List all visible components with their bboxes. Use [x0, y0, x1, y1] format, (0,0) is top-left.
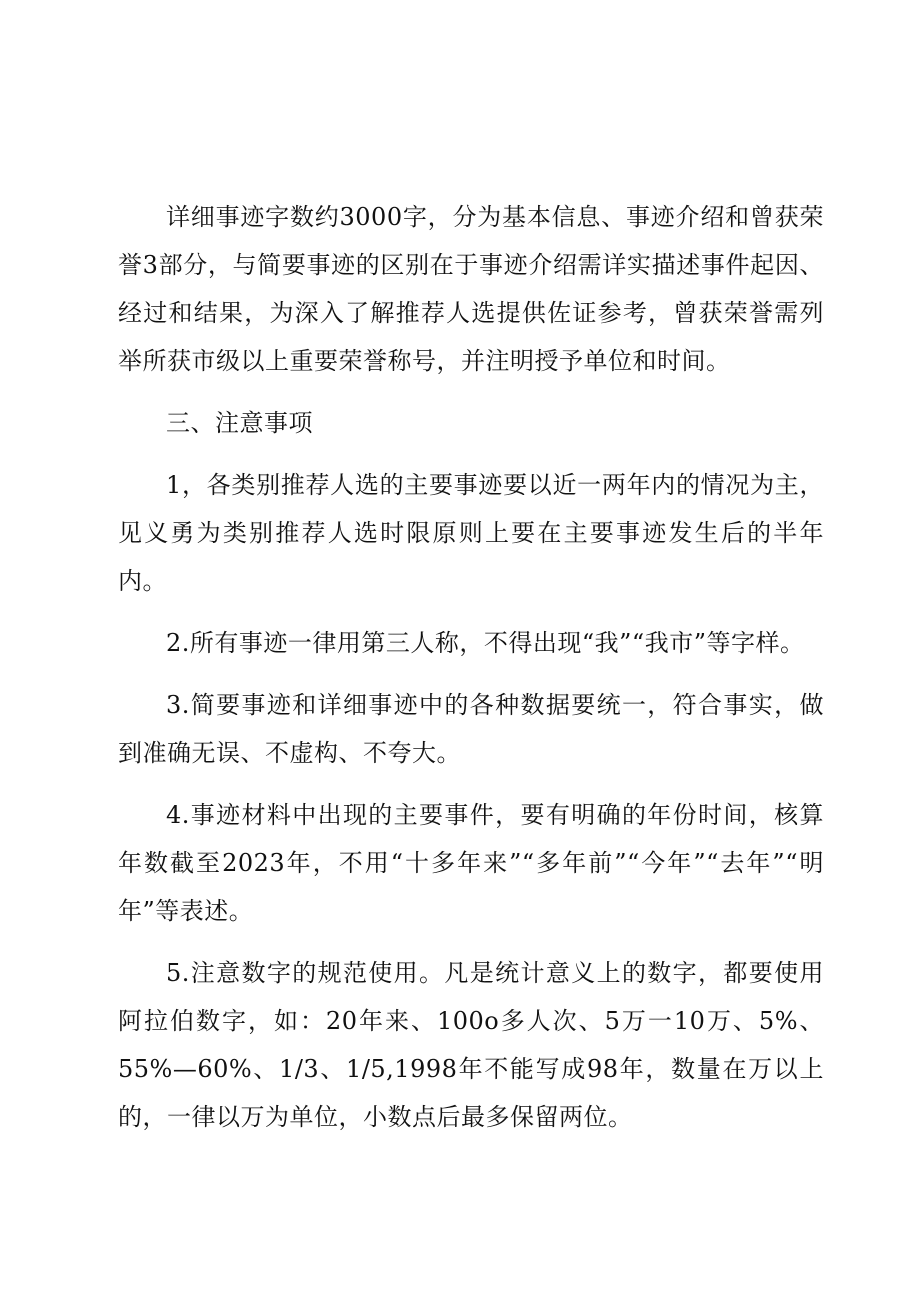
section-heading-notes: 三、注意事项 [166, 409, 313, 437]
paragraph-detailed-deeds: 详细事迹字数约3000字，分为基本信息、事迹介绍和曾获荣誉3部分，与简要事迹的区别在于事迹介绍需详实描述事件起因、经过和结果，为深入了解推荐人选提供佐证参考，曾获荣誉需列举所获市级以上重要荣誉称号，并注明授予单位和时间。 [118, 203, 824, 375]
note-item-2: 2.所有事迹一律用第三人称，不得出现“我”“我市”等字样。 [166, 629, 805, 657]
note-item-3: 3.简要事迹和详细事迹中的各种数据要统一，符合事实，做到准确无误、不虚构、不夸大。 [118, 691, 824, 767]
note-item-5: 5.注意数字的规范使用。凡是统计意义上的数字，都要使用阿拉伯数字，如：20年来、100o多人次、5万一10万、5%、55%—60%、1/3、1/5,1998年不能写成98年，数量在万以上的，一律以万为单位，小数点后最多保留两位。 [118, 959, 824, 1131]
note-item-4: 4.事迹材料中出现的主要事件，要有明确的年份时间，核算年数截至2023年，不用“十多年来”“多年前”“今年”“去年”“明年”等表述。 [118, 801, 824, 925]
note-item-1: 1，各类别推荐人选的主要事迹要以近一两年内的情况为主，见义勇为类别推荐人选时限原则上要在主要事迹发生后的半年内。 [118, 471, 824, 595]
